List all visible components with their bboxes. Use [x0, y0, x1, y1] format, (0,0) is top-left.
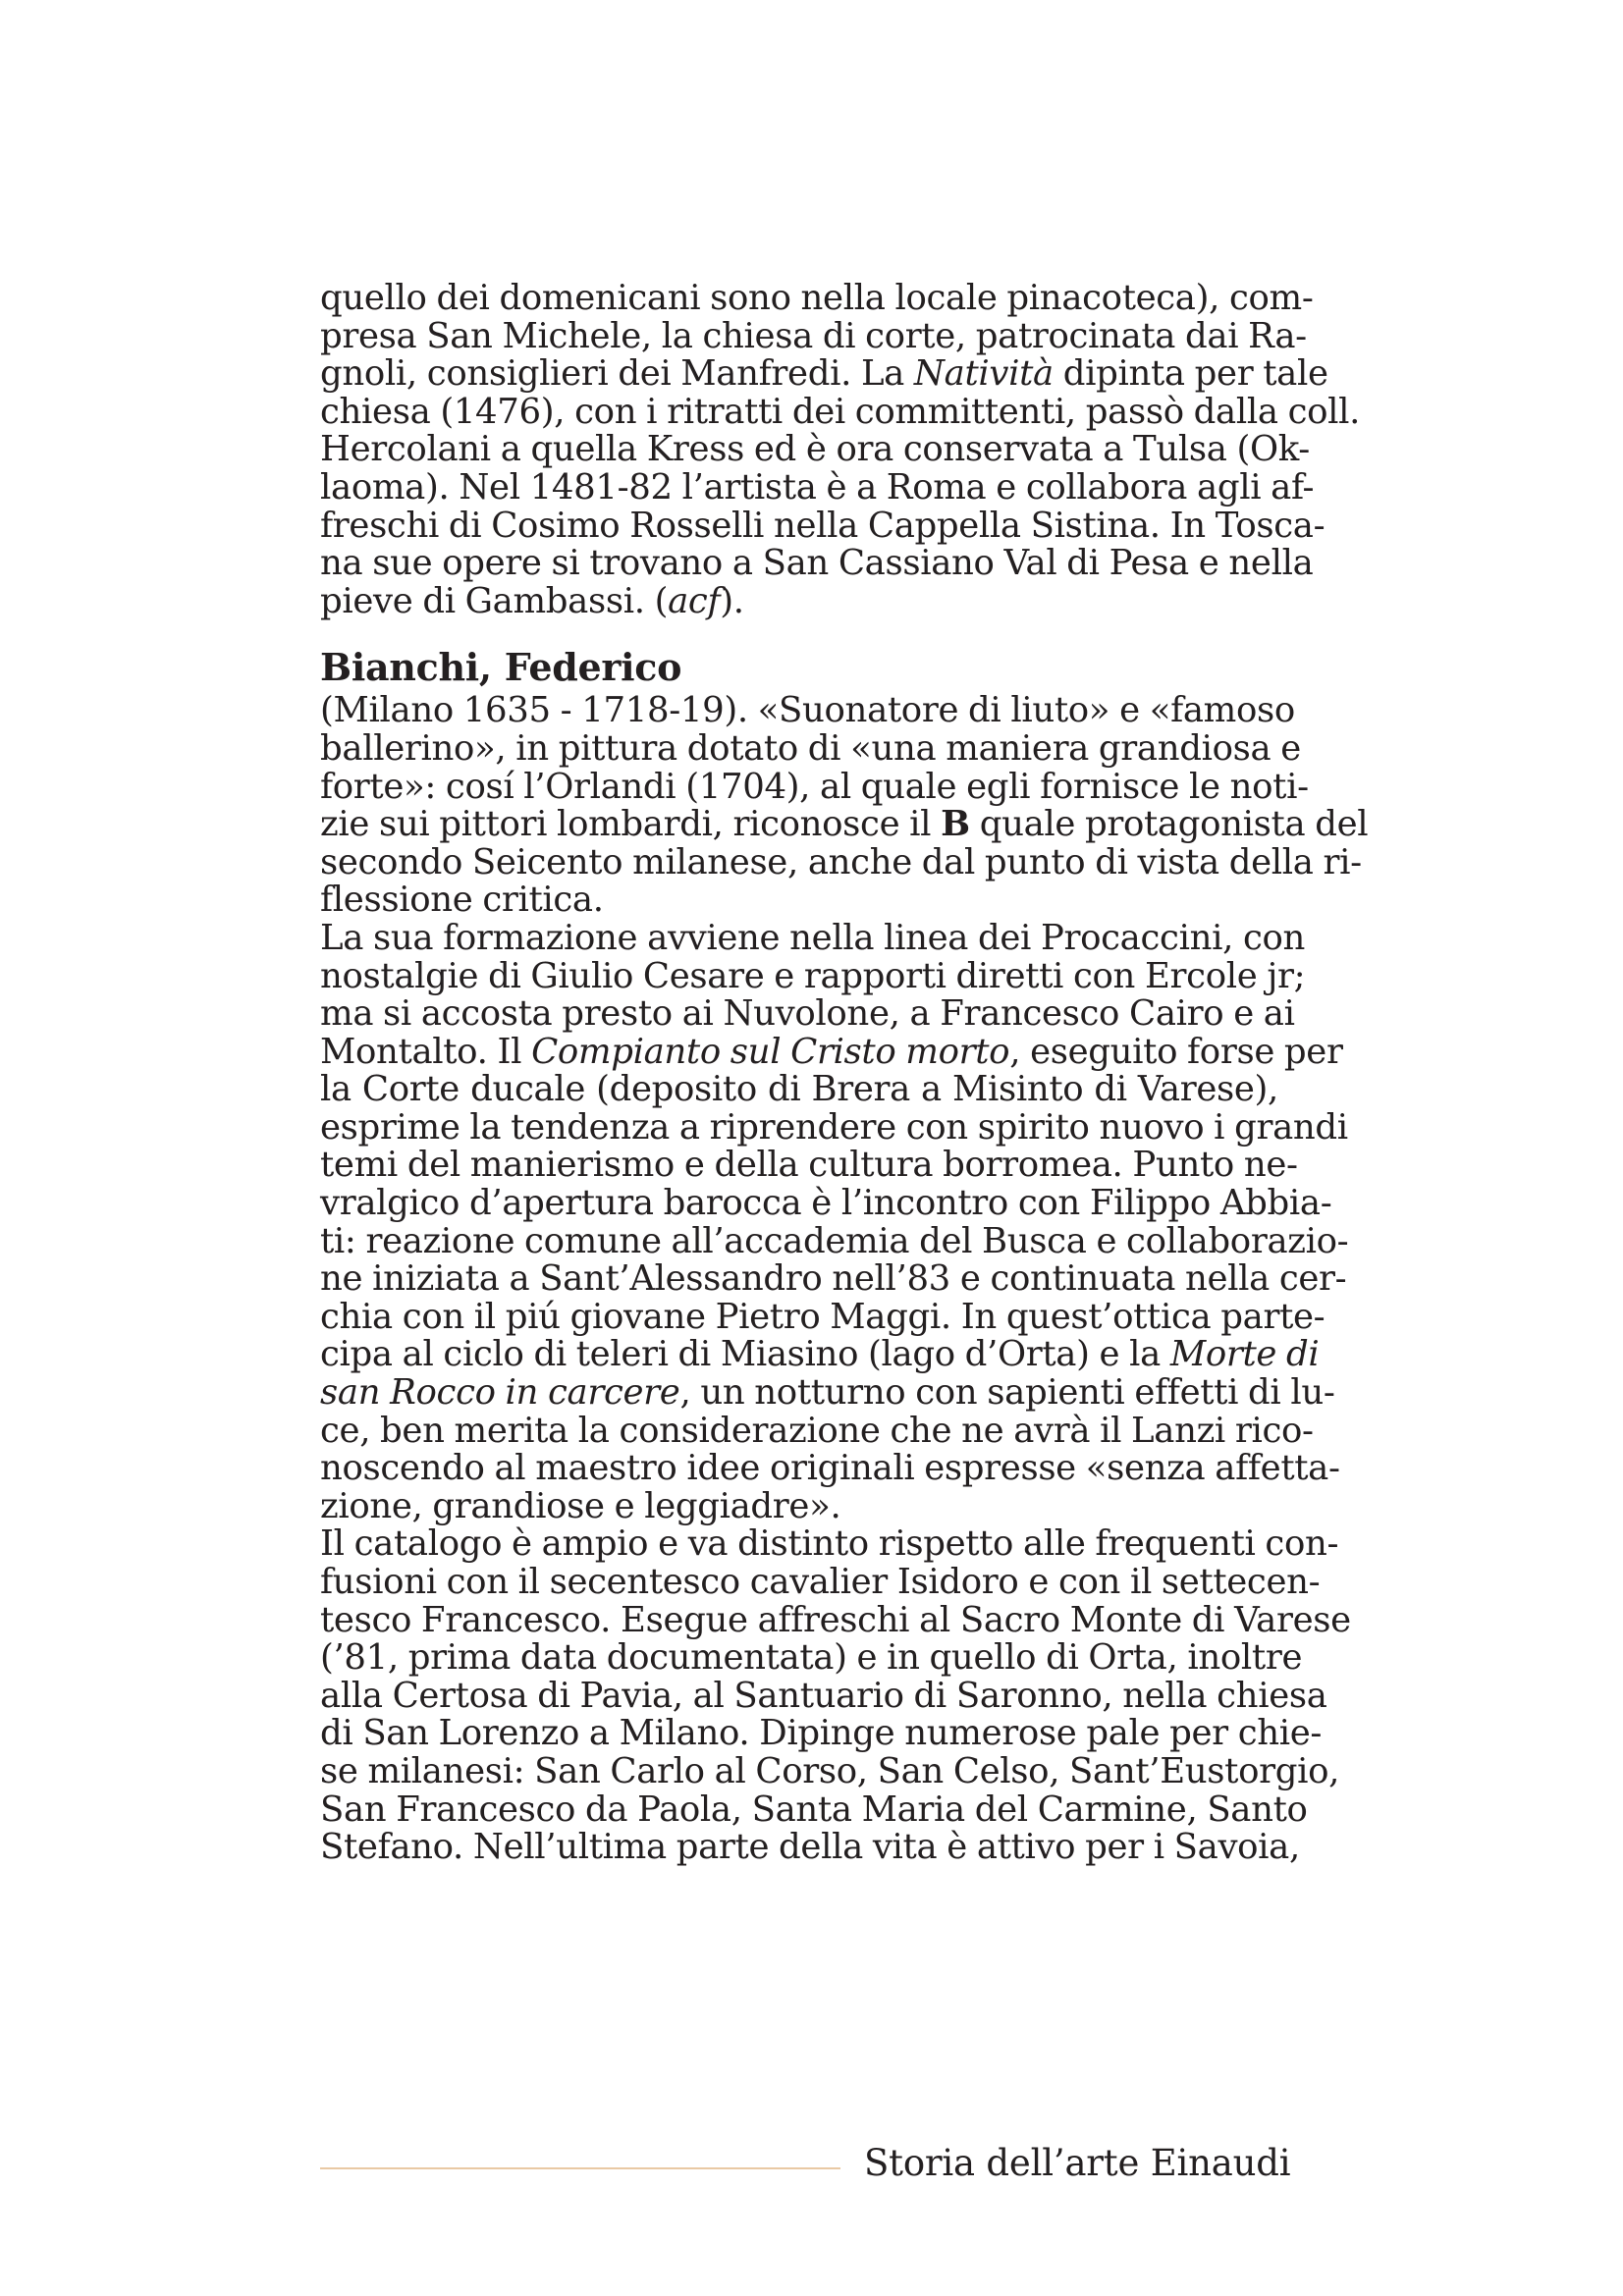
text-line: na sue opere si trovano a San Cassiano Val di Pesa e nella — [320, 543, 1314, 584]
footer-publisher-text: Storia dell’arte Einaudi — [864, 2142, 1291, 2184]
text-line: fusioni con il secentesco cavalier Isidoro e con il settecen- — [320, 1562, 1321, 1602]
footer-rule — [320, 2167, 840, 2169]
text-line: chiesa (1476), con i ritratti dei committenti, passò dalla coll. — [320, 391, 1361, 432]
text-line: Stefano. Nell’ultima parte della vita è attivo per i Savoia, — [320, 1827, 1300, 1868]
entry-paragraph-2 — [320, 917, 1349, 1526]
text-line: alla Certosa di Pavia, al Santuario di Saronno, nella chiesa — [320, 1675, 1327, 1716]
text-line: freschi di Cosimo Rosselli nella Cappella Sistina. In Tosca- — [320, 505, 1325, 546]
text-line: (’81, prima data documentata) e in quello di Orta, inoltre — [320, 1637, 1303, 1679]
text-line: ballerino», in pittura dotato di «una maniera grandiosa e — [320, 727, 1301, 769]
artwork-title: Natività — [913, 353, 1054, 395]
text-line: quello dei domenicani sono nella locale pinacoteca), com- — [320, 278, 1314, 318]
text-line: Il catalogo è ampio e va distinto rispetto alle frequenti con- — [320, 1523, 1339, 1565]
text-line: la Corte ducale (deposito di Brera a Misinto di Varese), — [320, 1069, 1278, 1110]
artwork-title: Compianto sul Cristo morto — [531, 1031, 1010, 1072]
text-line: secondo Seicento milanese, anche dal punto di vista della ri- — [320, 841, 1362, 882]
entry-paragraph-1 — [320, 690, 1369, 921]
text-line: ma si accosta presto ai Nuvolone, a Francesco Cairo e ai — [320, 993, 1295, 1035]
text-line: san Rocco in carcere, un notturno con sapienti effetti di lu- — [320, 1372, 1335, 1414]
previous-entry-continuation — [320, 278, 1361, 621]
text-line: temi del manierismo e della cultura borromea. Punto ne- — [320, 1145, 1298, 1186]
text-line: (Milano 1635 - 1718-19). «Suonatore di liuto» e «famoso — [320, 690, 1295, 731]
text-line: se milanesi: San Carlo al Corso, San Celso, Sant’Eustorgio, — [320, 1750, 1340, 1791]
text-line: ce, ben merita la considerazione che ne avrà il Lanzi rico- — [320, 1410, 1314, 1451]
text-line: presa San Michele, la chiesa di corte, patrocinata dai Ra- — [320, 315, 1307, 356]
text-line: gnoli, consiglieri dei Manfredi. La Natività dipinta per tale — [320, 353, 1328, 395]
entry-heading: Bianchi, Federico — [320, 645, 682, 690]
text-line: tesco Francesco. Esegue affreschi al Sacro Monte di Varese — [320, 1599, 1351, 1640]
text-line: ti: reazione comune all’accademia del Busca e collaborazio- — [320, 1220, 1349, 1261]
entry-paragraph-3 — [320, 1523, 1351, 1868]
text-line: zie sui pittori lombardi, riconosce il B quale protagonista del — [320, 804, 1369, 845]
text-line: La sua formazione avviene nella linea dei Procaccini, con — [320, 917, 1306, 958]
text-line: nostalgie di Giulio Cesare e rapporti diretti con Ercole jr; — [320, 955, 1306, 996]
text-line: chia con il piú giovane Pietro Maggi. In quest’ottica parte- — [320, 1296, 1325, 1337]
text-line: zione, grandiose e leggiadre». — [320, 1485, 841, 1526]
text-line: di San Lorenzo a Milano. Dipinge numerose pale per chie- — [320, 1713, 1323, 1754]
subject-abbreviation: B — [941, 804, 970, 845]
text-line: forte»: cosí l’Orlandi (1704), al quale egli fornisce le noti- — [320, 766, 1309, 807]
text-line: flessione critica. — [320, 880, 604, 921]
text-line: ne iniziata a Sant’Alessandro nell’83 e continuata nella cer- — [320, 1258, 1347, 1300]
text-line: Hercolani a quella Kress ed è ora conservata a Tulsa (Ok- — [320, 429, 1310, 470]
text-line: vralgico d’apertura barocca è l’incontro con Filippo Abbia- — [320, 1183, 1332, 1224]
text-line: laoma). Nel 1481-82 l’artista è a Roma e collabora agli af- — [320, 466, 1315, 507]
text-line: cipa al ciclo di teleri di Miasino (lago d’Orta) e la Morte di — [320, 1334, 1320, 1375]
text-line: noscendo al maestro idee originali espresse «senza affetta- — [320, 1448, 1340, 1489]
text-line: esprime la tendenza a riprendere con spirito nuovo i grandi — [320, 1106, 1348, 1148]
author-initials: acf — [668, 580, 721, 621]
page-body — [320, 278, 1369, 1868]
artwork-title: san Rocco in carcere — [320, 1372, 680, 1414]
text-line: pieve di Gambassi. (acf). — [320, 580, 744, 621]
text-line: Montalto. Il Compianto sul Cristo morto, eseguito forse per — [320, 1031, 1343, 1072]
artwork-title: Morte di — [1169, 1334, 1320, 1375]
text-line: San Francesco da Paola, Santa Maria del Carmine, Santo — [320, 1789, 1308, 1830]
